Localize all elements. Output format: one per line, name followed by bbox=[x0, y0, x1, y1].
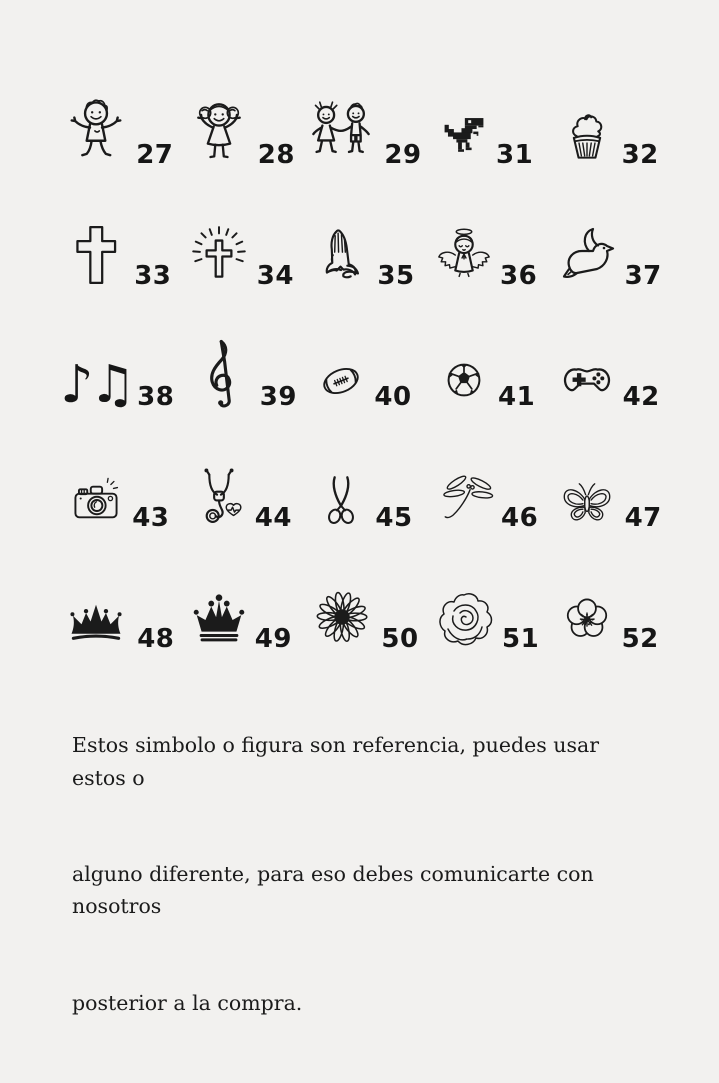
treble-clef-icon bbox=[183, 337, 255, 409]
symbol-number: 47 bbox=[624, 503, 662, 533]
symbol-cell bbox=[424, 538, 547, 659]
symbol-number: 37 bbox=[624, 261, 662, 291]
symbol-cell bbox=[56, 538, 179, 659]
symbol-cell bbox=[179, 417, 302, 538]
footer-line: alguno diferente, para eso debes comunicarte con nosotros bbox=[72, 862, 601, 919]
symbol-number: 32 bbox=[621, 140, 659, 170]
symbol-cell bbox=[179, 54, 302, 175]
symbol-cell bbox=[546, 54, 669, 175]
symbol-number: 41 bbox=[498, 382, 536, 412]
cross-icon bbox=[63, 222, 129, 288]
symbol-number: 49 bbox=[254, 624, 292, 654]
symbol-number: 40 bbox=[374, 382, 412, 412]
scissors-icon bbox=[312, 470, 370, 530]
symbol-cell bbox=[301, 538, 424, 659]
stethoscope-icon bbox=[188, 466, 250, 530]
symbol-number: 29 bbox=[384, 140, 422, 170]
symbol-cell bbox=[179, 175, 302, 296]
symbol-number: 31 bbox=[496, 140, 534, 170]
symbol-number: 51 bbox=[502, 624, 540, 654]
camera-icon bbox=[65, 474, 127, 530]
symbol-number: 34 bbox=[256, 261, 294, 291]
symbol-cell bbox=[546, 175, 669, 296]
dove-icon bbox=[554, 224, 620, 288]
boy-icon bbox=[61, 97, 131, 167]
angel-icon bbox=[433, 224, 495, 288]
symbol-number: 27 bbox=[136, 140, 174, 170]
girl-icon bbox=[185, 99, 253, 167]
soccer-ball-icon bbox=[435, 351, 493, 409]
symbol-cell bbox=[546, 296, 669, 417]
symbol-cell bbox=[546, 538, 669, 659]
game-controller-icon bbox=[556, 353, 618, 409]
symbol-cell bbox=[301, 175, 424, 296]
symbol-cell bbox=[56, 54, 179, 175]
symbol-cell bbox=[424, 175, 547, 296]
radiant-cross-icon bbox=[186, 222, 252, 288]
dragonfly-icon bbox=[432, 470, 496, 530]
symbol-number: 38 bbox=[137, 382, 175, 412]
wildflower-icon bbox=[557, 591, 617, 651]
symbol-cell bbox=[424, 417, 547, 538]
symbol-number: 44 bbox=[254, 503, 292, 533]
symbol-cell bbox=[546, 417, 669, 538]
symbol-number: 46 bbox=[501, 503, 539, 533]
symbol-cell bbox=[301, 417, 424, 538]
symbol-cell bbox=[424, 296, 547, 417]
footer-line: Estos simbolo o figura son referencia, puedes usar estos o bbox=[72, 733, 613, 790]
symbol-number: 48 bbox=[137, 624, 175, 654]
cupcake-icon bbox=[557, 107, 617, 167]
boy-and-girl-icon bbox=[303, 99, 379, 167]
daisy-icon bbox=[306, 585, 376, 651]
crown-spiked-icon bbox=[60, 593, 132, 651]
music-notes-icon: ♪♫ bbox=[60, 355, 133, 416]
pixel-dinosaur-icon bbox=[437, 113, 491, 167]
symbol-cell bbox=[301, 296, 424, 417]
symbol-cell bbox=[56, 417, 179, 538]
symbol-number: 45 bbox=[375, 503, 413, 533]
symbol-number: 36 bbox=[500, 261, 538, 291]
american-football-icon bbox=[313, 353, 369, 409]
symbol-cell bbox=[424, 54, 547, 175]
symbol-number: 43 bbox=[132, 503, 170, 533]
footer-note bbox=[72, 665, 659, 1083]
symbol-number: 42 bbox=[622, 382, 660, 412]
symbol-number: 35 bbox=[377, 261, 415, 291]
symbol-number: 39 bbox=[259, 382, 297, 412]
symbol-cell bbox=[179, 296, 302, 417]
symbol-cell bbox=[301, 54, 424, 175]
symbol-cell bbox=[179, 538, 302, 659]
footer-line: posterior a la compra. bbox=[72, 990, 303, 1015]
symbol-cell bbox=[56, 175, 179, 296]
rose-icon bbox=[431, 587, 497, 651]
symbol-number: 28 bbox=[257, 140, 295, 170]
crown-royal-icon bbox=[188, 589, 250, 651]
symbol-number: 50 bbox=[381, 624, 419, 654]
symbol-number: 33 bbox=[134, 261, 172, 291]
symbol-number: 52 bbox=[621, 624, 659, 654]
butterfly-icon bbox=[554, 472, 620, 530]
praying-hands-icon bbox=[310, 226, 372, 288]
symbol-cell bbox=[56, 296, 179, 417]
